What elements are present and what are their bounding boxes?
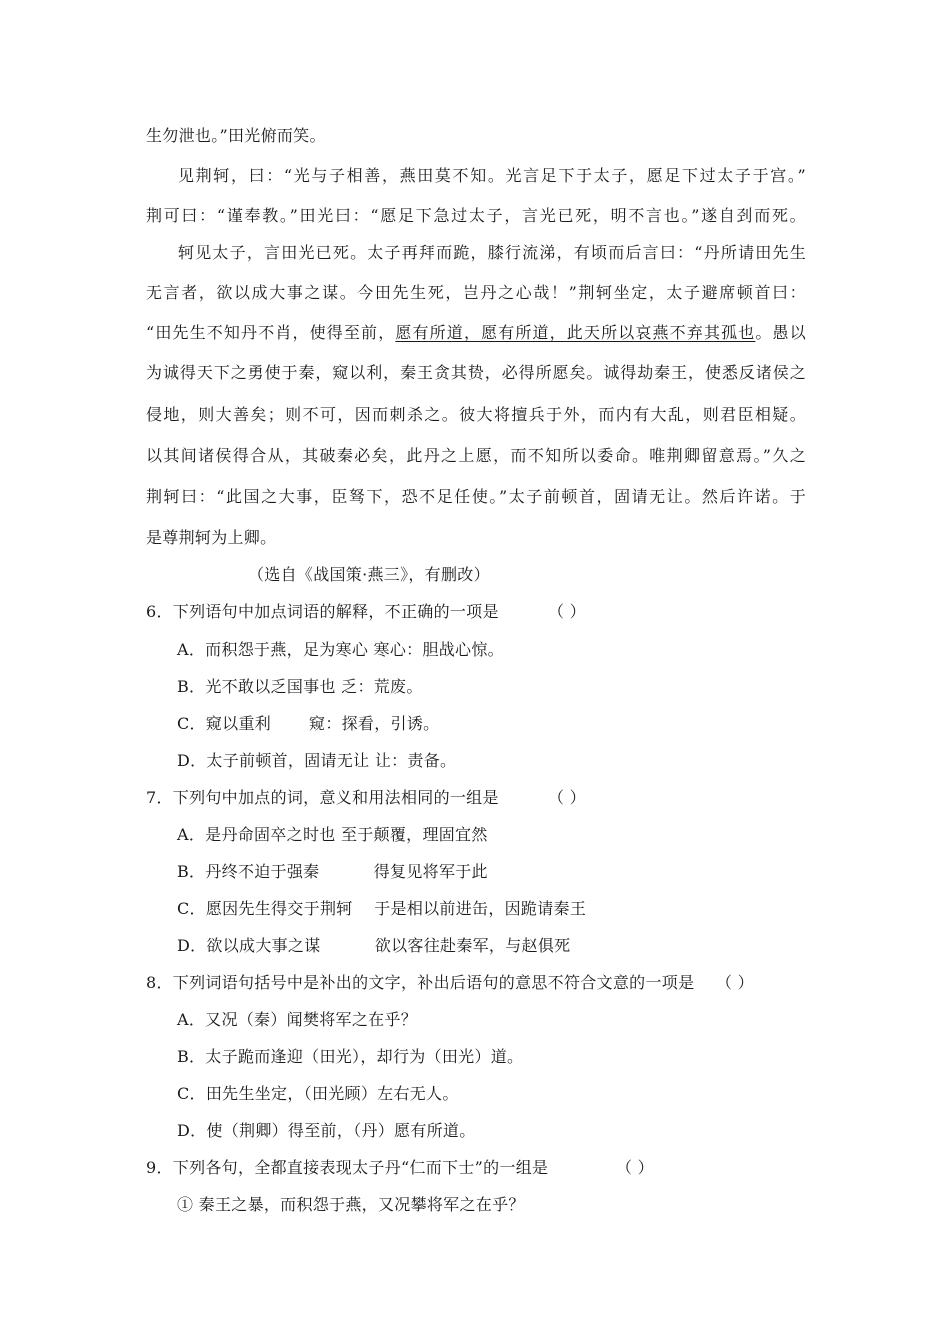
- question-6-option-b: B．光不敢以乏国事也 乏：荒废。: [177, 677, 423, 696]
- passage-line-5: 无言者，欲以成大事之谋。今田先生死，岂丹之心哉！”荆轲坐定，太子避席顿首曰：: [146, 283, 806, 302]
- question-7-bracket: （ ）: [548, 788, 586, 807]
- source-citation: （选自《战国策·燕三》，有删改）: [248, 565, 490, 584]
- question-7-option-c: C．愿因先生得交于荆轲 于是相以前进缶，因跪请秦王: [177, 899, 587, 918]
- passage-line-3: 荆可曰：“谨奉教。”田光曰：“愿足下急过太子，言光已死，明不言也。”遂自刭而死。: [146, 206, 806, 225]
- passage-line-7: 为诚得天下之勇使于秦，窥以利，秦王贪其贽，必得所愿矣。诚得劫秦王，使悉反诸侯之: [146, 363, 806, 382]
- question-8-option-c: C．田先生坐定，（田光顾）左右无人。: [177, 1084, 459, 1103]
- question-9-stem: 9．下列各句，全都直接表现太子丹“仁而下士”的一组是: [146, 1158, 549, 1177]
- question-6-stem: 6．下列语句中加点词语的解释，不正确的一项是: [146, 602, 499, 621]
- passage-line-6-end: 。愚以: [755, 323, 806, 342]
- question-9-bracket: （ ）: [616, 1158, 654, 1177]
- question-6-option-c: C．窥以重利 窥：探看，引诱。: [177, 714, 440, 733]
- underlined-sentence: 愿有所道，愿有所道，此天所以哀燕不弃其孤也: [395, 323, 756, 342]
- question-6-option-a: A．而积怨于燕，足为寒心 寒心：胆战心惊。: [177, 640, 504, 659]
- question-7-stem: 7．下列句中加点的词，意义和用法相同的一组是: [146, 788, 499, 807]
- question-7-option-b: B．丹终不迫于强秦 得复见将军于此: [177, 862, 488, 881]
- passage-line-6-start: “田先生不知丹不肖，使得至前，: [146, 323, 396, 342]
- passage-line-11: 是尊荆轲为上卿。: [146, 528, 277, 547]
- passage-line-1: 生勿泄也。”田光俯而笑。: [146, 126, 326, 145]
- question-9-item-1: ① 秦王之暴，而积怨于燕，又况攀将军之在乎？: [177, 1195, 525, 1214]
- passage-line-4: 轲见太子，言田光已死。太子再拜而跪，膝行流涕，有顷而后言曰：“丹所请田先生: [178, 243, 806, 262]
- passage-line-2: 见荆轲，曰：“光与子相善，燕田莫不知。光言足下于太子，愿足下过太子于宫。”: [178, 166, 806, 185]
- question-6-option-d: D．太子前顿首，固请无让 让：责备。: [177, 751, 457, 770]
- passage-line-8: 侵地，则大善矣；则不可，因而刺杀之。彼大将擅兵于外，而内有大乱，则君臣相疑。: [146, 405, 806, 424]
- passage-line-9: 以其间诸侯得合从，其破秦必矣，此丹之上愿，而不知所以委命。唯荆卿留意焉。”久之: [146, 446, 806, 465]
- question-8-stem: 8．下列词语句括号中是补出的文字，补出后语句的意思不符合文意的一项是: [146, 973, 695, 992]
- question-7-option-a: A．是丹命固卒之时也 至于颠覆，理固宜然: [177, 825, 488, 844]
- passage-line-6: [146, 323, 806, 343]
- question-8-bracket: （ ）: [716, 973, 754, 992]
- question-7-option-d: D．欲以成大事之谋 欲以客往赴秦军，与赵俱死: [177, 936, 571, 955]
- passage-line-10: 荆轲曰：“此国之大事，臣驽下，恐不足任使。”太子前顿首，固请无让。然后许诺。于: [146, 487, 806, 506]
- question-8-option-b: B．太子跪而逢迎（田光），却行为（田光）道。: [177, 1047, 524, 1066]
- question-6-bracket: （ ）: [548, 602, 586, 621]
- question-8-option-a: A．又况（秦）闻樊将军之在乎？: [177, 1010, 418, 1029]
- question-8-option-d: D．使（荆卿）得至前，（丹）愿有所道。: [177, 1121, 476, 1140]
